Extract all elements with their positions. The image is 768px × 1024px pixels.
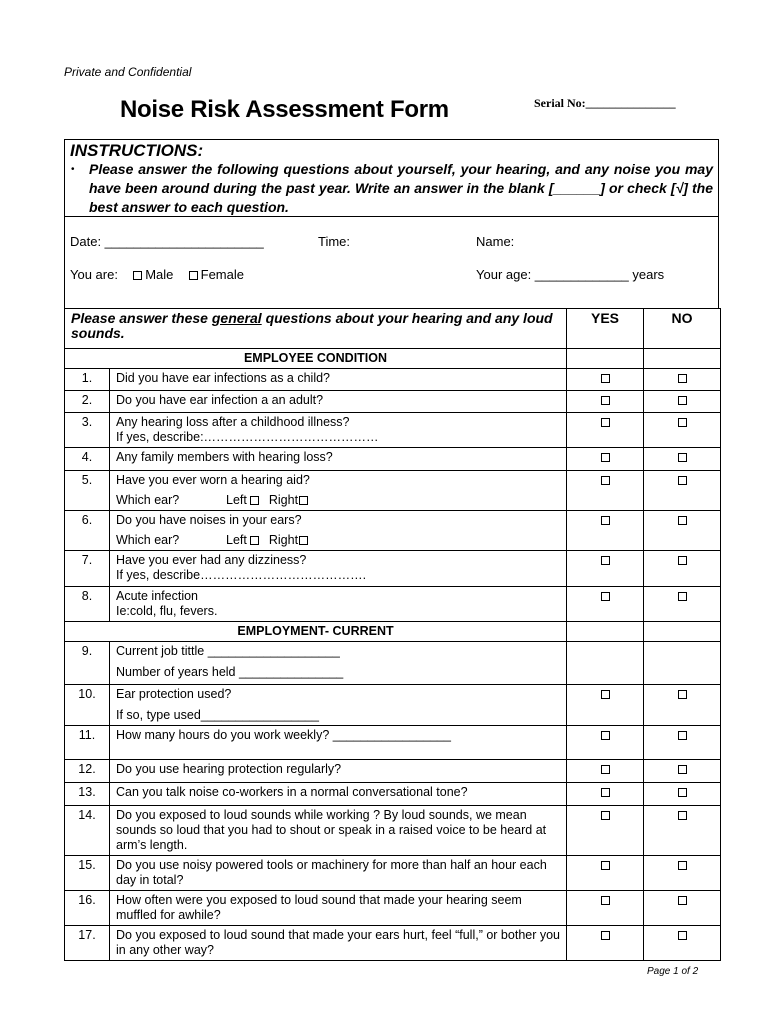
question-text	[110, 391, 567, 413]
no-cell	[644, 471, 721, 511]
yes-checkbox[interactable]	[601, 765, 610, 774]
yes-cell	[567, 891, 644, 926]
table-row	[65, 511, 721, 551]
table-row	[65, 551, 721, 587]
gender-row	[70, 267, 244, 282]
no-checkbox[interactable]	[678, 374, 687, 383]
yes-cell	[567, 856, 644, 891]
no-checkbox[interactable]	[678, 896, 687, 905]
question-line: Ie:cold, flu, fevers.	[116, 604, 218, 618]
question-line: Current job tittle ___________________	[116, 644, 340, 658]
table-row	[65, 891, 721, 926]
question-number: 5.	[65, 471, 110, 511]
yes-cell	[567, 391, 644, 413]
table-row	[65, 760, 721, 783]
question-number: 13.	[65, 783, 110, 806]
question-number: 8.	[65, 587, 110, 622]
no-checkbox[interactable]	[678, 731, 687, 740]
yes-checkbox[interactable]	[601, 374, 610, 383]
table-row	[65, 369, 721, 391]
question-text	[110, 926, 567, 961]
yes-checkbox[interactable]	[601, 516, 610, 525]
no-cell	[644, 685, 721, 726]
no-checkbox[interactable]	[678, 516, 687, 525]
question-text	[110, 726, 567, 760]
question-text	[110, 760, 567, 783]
question-line: How often were you exposed to loud sound that made your hearing seem muffled for awhile?	[116, 893, 522, 922]
no-cell	[644, 369, 721, 391]
question-text	[110, 471, 567, 511]
question-text	[110, 413, 567, 448]
question-line: Ear protection used?	[116, 687, 232, 701]
instructions-text: Please answer the following questions about yourself, your hearing, and any noise you may have been around during the past year. Write an answer in the blank [______] or check [√] the best answer to each question.	[89, 161, 713, 215]
yes-column-header: YES	[567, 309, 644, 349]
no-cell	[644, 856, 721, 891]
question-number: 4.	[65, 448, 110, 471]
yes-cell	[567, 760, 644, 783]
questionnaire-table	[64, 308, 721, 961]
section-employee-condition-no	[644, 349, 721, 369]
left-ear-checkbox[interactable]	[250, 536, 259, 545]
no-checkbox[interactable]	[678, 690, 687, 699]
question-line: Did you have ear infections as a child?	[116, 371, 331, 385]
question-number: 14.	[65, 806, 110, 856]
no-cell	[644, 926, 721, 961]
question-line: If yes, describe:……………………………………	[116, 430, 379, 444]
left-ear-label: Left	[226, 533, 247, 547]
no-cell	[644, 783, 721, 806]
question-number: 16.	[65, 891, 110, 926]
you-are-label: You are:	[70, 267, 118, 282]
bullet-icon: •	[71, 164, 75, 175]
question-line: Have you ever had any dizziness?	[116, 553, 307, 567]
yes-checkbox[interactable]	[601, 476, 610, 485]
no-checkbox[interactable]	[678, 811, 687, 820]
no-cell	[644, 806, 721, 856]
yes-checkbox[interactable]	[601, 556, 610, 565]
table-row	[65, 471, 721, 511]
question-line: Do you exposed to loud sound that made your ears hurt, feel “full,” or bother you in any other way?	[116, 928, 561, 957]
no-cell	[644, 413, 721, 448]
yes-checkbox[interactable]	[601, 788, 610, 797]
no-cell	[644, 891, 721, 926]
time-field[interactable]: Time:	[318, 234, 351, 249]
no-checkbox[interactable]	[678, 453, 687, 462]
yes-checkbox[interactable]	[601, 396, 610, 405]
table-row	[65, 685, 721, 726]
no-cell	[644, 551, 721, 587]
question-line: Any hearing loss after a childhood illness?	[116, 415, 350, 429]
question-number: 2.	[65, 391, 110, 413]
left-ear-checkbox[interactable]	[250, 496, 259, 505]
question-text	[110, 511, 567, 551]
yes-checkbox[interactable]	[601, 861, 610, 870]
table-row	[65, 783, 721, 806]
section-employment-current-yes	[567, 622, 644, 642]
left-ear-label: Left	[226, 493, 247, 507]
yes-checkbox[interactable]	[601, 592, 610, 601]
question-line: Number of years held _______________	[116, 665, 344, 679]
question-number: 9.	[65, 642, 110, 685]
question-text	[110, 369, 567, 391]
yes-checkbox[interactable]	[601, 811, 610, 820]
question-number: 1.	[65, 369, 110, 391]
form-title: Noise Risk Assessment Form	[120, 96, 449, 123]
section-employment-current-label: EMPLOYMENT- CURRENT	[65, 622, 567, 642]
yes-cell	[567, 448, 644, 471]
yes-checkbox[interactable]	[601, 931, 610, 940]
question-text	[110, 685, 567, 726]
no-cell	[644, 391, 721, 413]
yes-cell	[567, 926, 644, 961]
question-line: Can you talk noise co-workers in a normal conversational tone?	[116, 785, 468, 799]
question-number: 7.	[65, 551, 110, 587]
question-line: If so, type used_________________	[116, 708, 319, 722]
serial-number-field[interactable]: Serial No:_______________	[534, 96, 676, 110]
yes-checkbox[interactable]	[601, 418, 610, 427]
right-ear-checkbox[interactable]	[299, 496, 308, 505]
question-line: Do you have noises in your ears?	[116, 513, 302, 527]
yes-cell	[567, 726, 644, 760]
question-line	[116, 493, 560, 508]
question-text	[110, 783, 567, 806]
question-line: Do you exposed to loud sounds while working ? By loud sounds, we mean sounds so loud that you had to shout or speak in a raised voice to be heard at arm’s length.	[116, 808, 547, 852]
which-ear-label: Which ear?	[116, 493, 180, 507]
no-checkbox[interactable]	[678, 788, 687, 797]
no-checkbox[interactable]	[678, 556, 687, 565]
table-header-row	[65, 309, 721, 349]
question-number: 6.	[65, 511, 110, 551]
confidential-label: Private and Confidential	[64, 65, 192, 79]
question-text	[110, 551, 567, 587]
which-ear-label: Which ear?	[116, 533, 180, 547]
yes-checkbox[interactable]	[601, 690, 610, 699]
section-employee-condition-label: EMPLOYEE CONDITION	[65, 349, 567, 369]
question-line: Any family members with hearing loss?	[116, 450, 333, 464]
question-text	[110, 891, 567, 926]
question-text	[110, 587, 567, 622]
table-row	[65, 587, 721, 622]
no-cell	[644, 642, 721, 685]
yes-checkbox[interactable]	[601, 731, 610, 740]
question-line: Do you have ear infection a an adult?	[116, 393, 324, 407]
male-label: Male	[145, 267, 174, 282]
table-row	[65, 642, 721, 685]
no-checkbox[interactable]	[678, 861, 687, 870]
yes-checkbox[interactable]	[601, 453, 610, 462]
yes-cell	[567, 413, 644, 448]
table-row	[65, 726, 721, 760]
question-line: If yes, describe………………………………….	[116, 568, 367, 582]
question-text	[110, 856, 567, 891]
yes-cell	[567, 551, 644, 587]
question-number: 3.	[65, 413, 110, 448]
question-text	[110, 642, 567, 685]
section-employment-current-no	[644, 622, 721, 642]
question-line: Have you ever worn a hearing aid?	[116, 473, 310, 487]
yes-cell	[567, 806, 644, 856]
name-field[interactable]: Name:	[476, 234, 515, 249]
yes-cell	[567, 685, 644, 726]
instructions-heading: INSTRUCTIONS:	[70, 141, 204, 160]
yes-checkbox[interactable]	[601, 896, 610, 905]
section-employee-condition	[65, 349, 721, 369]
date-field[interactable]: Date: ______________________	[70, 234, 264, 249]
question-text	[110, 448, 567, 471]
no-checkbox[interactable]	[678, 418, 687, 427]
age-field[interactable]: Your age: _____________ years	[476, 267, 665, 282]
no-column-header: NO	[644, 309, 721, 349]
no-cell	[644, 511, 721, 551]
question-number: 12.	[65, 760, 110, 783]
no-checkbox[interactable]	[678, 592, 687, 601]
section-employment-current	[65, 622, 721, 642]
table-row	[65, 806, 721, 856]
right-ear-label: Right	[268, 493, 299, 507]
yes-cell	[567, 783, 644, 806]
no-checkbox[interactable]	[678, 765, 687, 774]
question-line: Do you use noisy powered tools or machinery for more than half an hour each day in total?	[116, 858, 547, 887]
question-line	[116, 533, 560, 548]
page-number: Page 1 of 2	[647, 966, 699, 977]
right-ear-checkbox[interactable]	[299, 536, 308, 545]
table-row	[65, 391, 721, 413]
question-line: Do you use hearing protection regularly?	[116, 762, 342, 776]
question-number: 17.	[65, 926, 110, 961]
no-cell	[644, 726, 721, 760]
divider	[64, 216, 719, 217]
right-ear-label: Right	[268, 533, 299, 547]
yes-cell	[567, 511, 644, 551]
question-line: How many hours do you work weekly? _________________	[116, 728, 451, 742]
yes-cell	[567, 642, 644, 685]
no-cell	[644, 760, 721, 783]
general-questions-intro: Please answer these general questions about your hearing and any loud sounds.	[65, 309, 567, 349]
no-checkbox[interactable]	[678, 931, 687, 940]
question-line: Acute infection	[116, 589, 198, 603]
question-number: 10.	[65, 685, 110, 726]
table-row	[65, 448, 721, 471]
table-row	[65, 856, 721, 891]
question-number: 15.	[65, 856, 110, 891]
yes-cell	[567, 471, 644, 511]
section-employee-condition-yes	[567, 349, 644, 369]
no-checkbox[interactable]	[678, 396, 687, 405]
no-cell	[644, 587, 721, 622]
yes-cell	[567, 587, 644, 622]
yes-cell	[567, 369, 644, 391]
table-row	[65, 926, 721, 961]
no-checkbox[interactable]	[678, 476, 687, 485]
no-cell	[644, 448, 721, 471]
female-checkbox[interactable]	[189, 271, 198, 280]
male-checkbox[interactable]	[133, 271, 142, 280]
table-row	[65, 413, 721, 448]
question-text	[110, 806, 567, 856]
question-number: 11.	[65, 726, 110, 760]
female-label: Female	[200, 267, 244, 282]
